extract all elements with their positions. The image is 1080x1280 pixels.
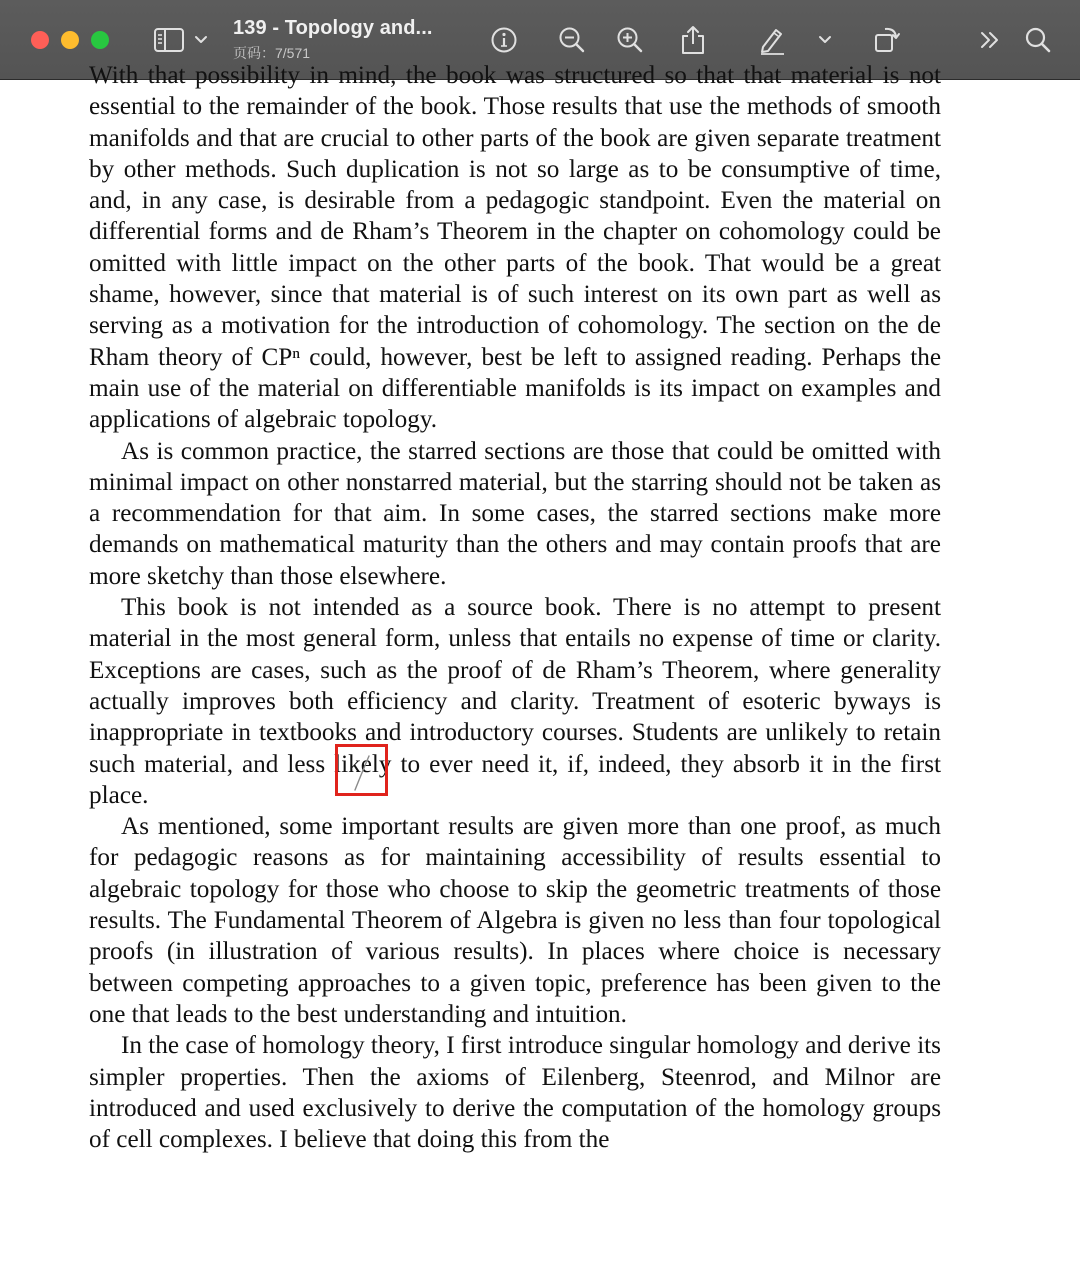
zoom-out-button[interactable] xyxy=(554,22,590,58)
more-tools-button[interactable] xyxy=(972,22,1008,58)
sidebar-menu-button[interactable] xyxy=(186,22,216,58)
more-icon xyxy=(978,30,1002,50)
zoom-in-button[interactable] xyxy=(612,22,648,58)
zoom-out-icon xyxy=(557,25,587,55)
markup-button[interactable] xyxy=(754,22,790,58)
document-page[interactable] xyxy=(0,62,1080,1280)
page-indicator: 页码：7/571 xyxy=(233,45,311,61)
markup-menu-button[interactable] xyxy=(810,22,840,58)
sidebar-toggle-button[interactable] xyxy=(151,22,187,58)
rotate-icon xyxy=(871,25,901,55)
chevron-down-icon xyxy=(194,35,208,45)
search-button[interactable] xyxy=(1020,22,1056,58)
paragraph: With that possibility in mind, the book was structured so that that material is not essential to the remainder of the book. Those results that use the methods of smooth manifolds and that are crucial to other parts of the book are given separate treatment by other methods. Such duplication is not so large as to be consumptive of time, and, in any case, is desirable from a pedagogic standpoint. Even the material on differential forms and de Rham’s Theorem in the chapter on cohomology could be omitted with little impact on the other parts of the book. That would be a great shame, however, since that material is of such interest on its own part as well as serving as a motivation for the introduction of cohomology. The section on the de Rham theory of CPⁿ could, however, best be left to assigned reading. Perhaps the main use of the material on differentiable manifolds is its impact on examples and applications of algebraic topology. xyxy=(89,62,941,434)
close-button[interactable] xyxy=(31,31,49,49)
page-text xyxy=(89,60,941,1155)
paragraph: This book is not intended as a source book. There is no attempt to present material in the most general form, unless that entails no expense of time or clarity. Exceptions are cases, such as the proof of de Rham’s Theorem, where generality actually improves both efficiency and clarity. Treatment of esoteric byways is inappropriate in textbooks and introductory courses. Students are unlikely to retain such material, and less likely to ever need it, if, indeed, they absorb it in the first place. xyxy=(89,594,941,809)
sidebar-icon xyxy=(153,27,185,53)
highlight-box-annotation xyxy=(335,744,388,796)
info-button[interactable] xyxy=(486,22,522,58)
chevron-down-icon xyxy=(818,35,832,45)
paragraph: As mentioned, some important results are given more than one proof, as much for pedagogic reasons as for maintaining accessibility of results essential to algebraic topology for those who choose to skip the geometric treatments of those results. The Fundamental Theorem of Algebra is given no less than four topological proofs (in illustration of various results). In places where choice is necessary between competing approaches to a given topic, preference has been given to the one that leads to the best understanding and intuition. xyxy=(89,813,941,1028)
paragraph: In the case of homology theory, I first introduce singular homology and derive its simpler properties. Then the axioms of Eilenberg, Steenrod, and Milnor are introduced and used exclusively to derive the computation of the homology groups of cell complexes. I believe that doing this from the xyxy=(89,1032,941,1154)
paragraph: As is common practice, the starred sections are those that could be omitted with minimal impact on other nonstarred material, but the starring should not be taken as a recommendation for that aim. In some cases, the starred sections make more demands on mathematical maturity than the others and may contain proofs that are more sketchy than those elsewhere. xyxy=(89,437,941,590)
document-title: 139 - Topology and... xyxy=(233,17,433,39)
zoom-in-icon xyxy=(615,25,645,55)
share-icon xyxy=(679,24,707,56)
minimize-button[interactable] xyxy=(61,31,79,49)
search-icon xyxy=(1024,26,1052,54)
share-button[interactable] xyxy=(675,22,711,58)
markup-pen-icon xyxy=(757,25,787,55)
rotate-button[interactable] xyxy=(868,22,904,58)
zoom-button[interactable] xyxy=(91,31,109,49)
info-icon xyxy=(490,26,518,54)
